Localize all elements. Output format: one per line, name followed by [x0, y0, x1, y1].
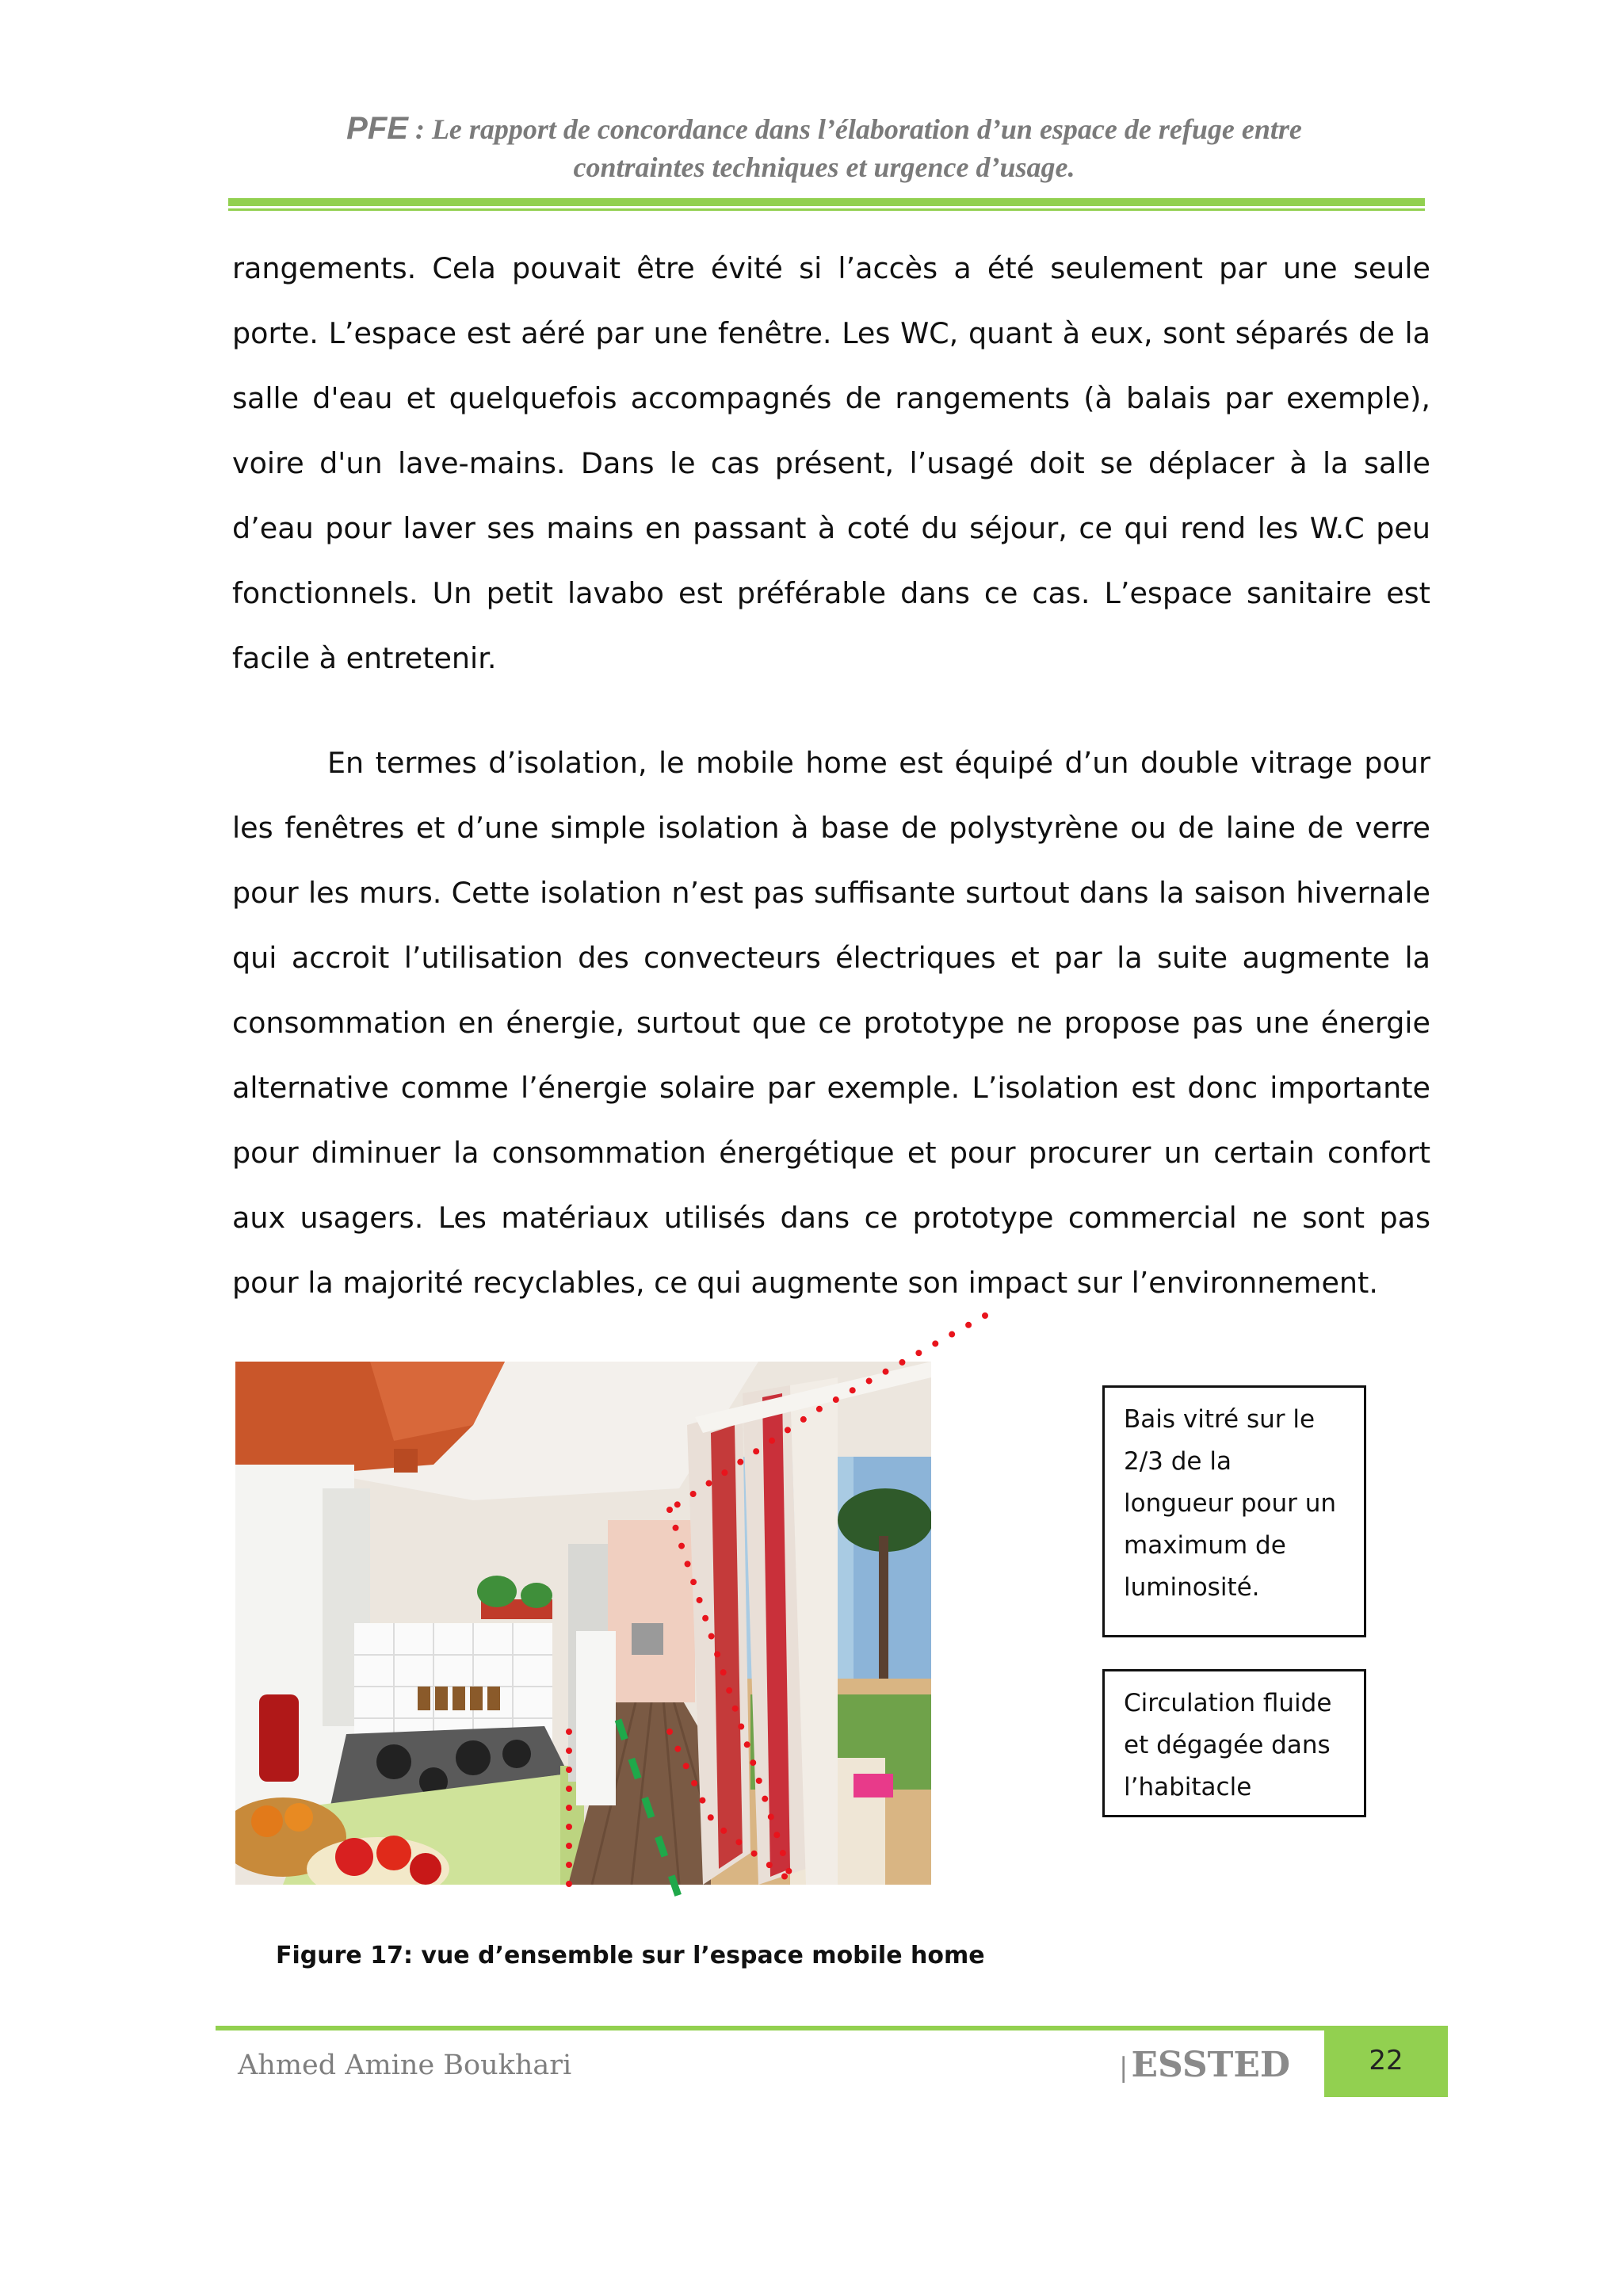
footer-author: Ahmed Amine Boukhari — [238, 2050, 572, 2081]
header-title-line-2: contraintes techniques et urgence d’usage. — [573, 151, 1075, 183]
page-number-box — [1324, 2026, 1448, 2097]
page-number: 22 — [1369, 2045, 1403, 2076]
figure-caption: Figure 17: vue d’ensemble sur l’espace mobile home — [276, 1942, 985, 1969]
body-paragraph-1: rangements. Cela pouvait être évité si l’accès a été seulement par une seule porte. L’espace est aéré par une fenêtre. Les WC, quant à eux, sont séparés de la salle d'eau et quelquefois accompagnés de rangements (à balais par exemple), voire d'un lave-mains. Dans le cas présent, l’usagé doit se déplacer à la salle d’eau pour laver ses mains en passant à coté du séjour, ce qui rend les W.C peu fonctionnels. Un petit lavabo est préférable dans ce cas. L’espace sanitaire est facile à entretenir. — [232, 251, 1430, 675]
glazing-callout: Bais vitré sur le 2/3 de la longueur pour un maximum de luminosité. — [1102, 1385, 1366, 1637]
header-pfe-label: PFE — [346, 111, 408, 146]
circulation-callout: Circulation fluide et dégagée dans l’habitacle — [1102, 1669, 1366, 1817]
header-divider — [228, 198, 1425, 206]
header-title-line-1 — [230, 109, 1419, 148]
footer-organization — [1119, 2045, 1290, 2085]
header-title-text: : Le rapport de concordance dans l’élaboration d’un espace de refuge entre — [407, 113, 1302, 145]
footer-organization-name: ESSTED — [1131, 2045, 1291, 2085]
running-header — [230, 109, 1419, 186]
body-paragraph-2: En termes d’isolation, le mobile home est équipé d’un double vitrage pour les fenêtres et d’une simple isolation à base de polystyrène ou de laine de verre pour les murs. Cette isolation n’est pas suffisante surtout dans la saison hivernale qui accroit l’utilisation des convecteurs électriques et par la suite augmente la consommation en énergie, surtout que ce prototype ne propose pas une énergie alternative comme l’énergie solaire par exemple. L’isolation est donc importante pour diminuer la consommation énergétique et pour procurer un certain confort aux usagers. Les matériaux utilisés dans ce prototype commercial ne sont pas pour la majorité recyclables, ce qui augmente son impact sur l’environnement. — [232, 746, 1430, 1300]
header-divider-thin — [228, 208, 1425, 211]
footer-divider — [216, 2026, 1448, 2030]
mobile-home-interior-photo — [235, 1362, 931, 1885]
footer-separator: | — [1119, 2052, 1128, 2084]
